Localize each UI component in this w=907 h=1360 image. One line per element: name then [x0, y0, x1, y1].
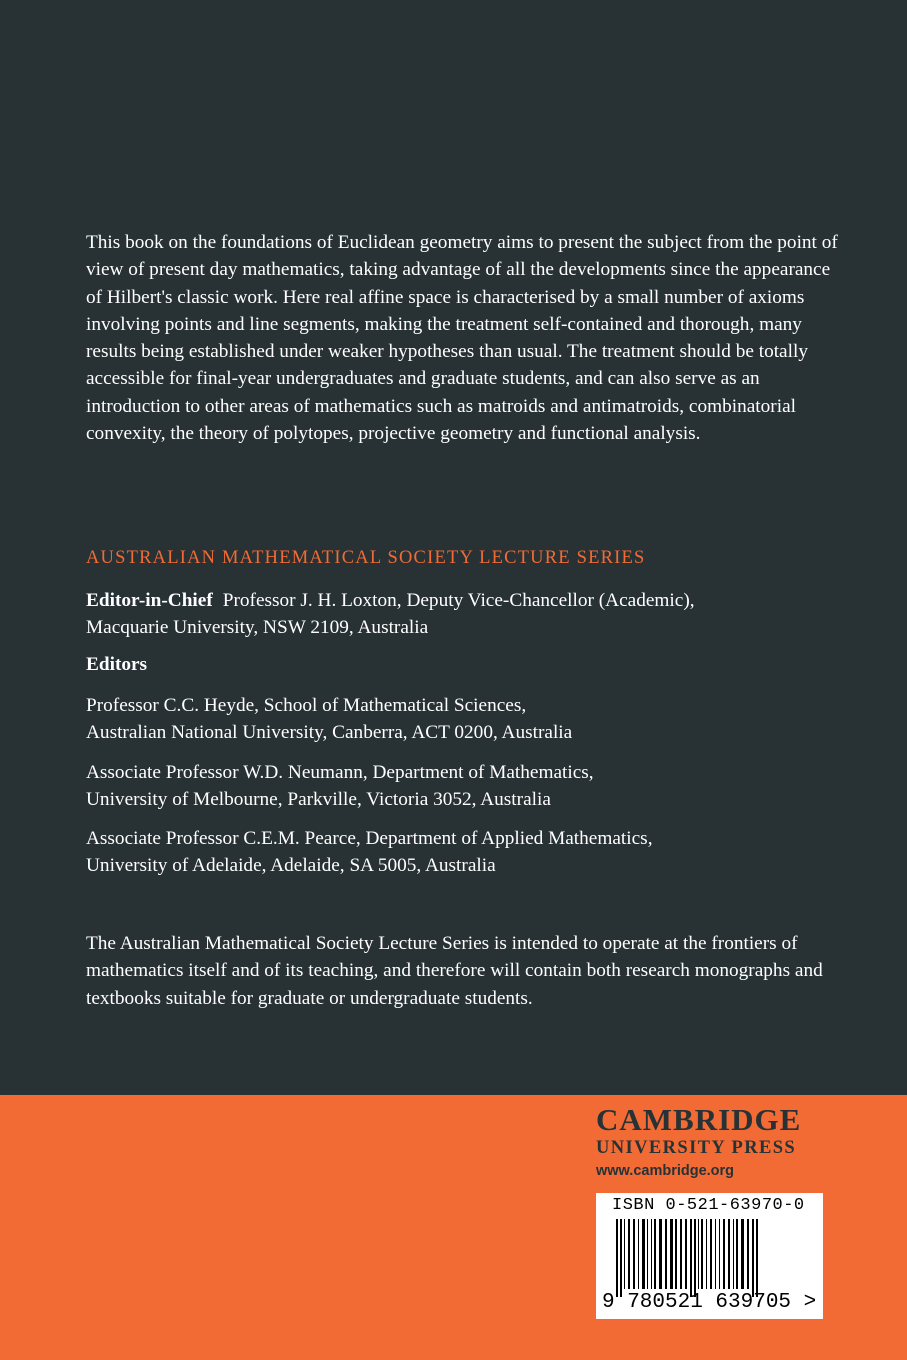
isbn-text: ISBN 0-521-63970-0	[612, 1196, 805, 1215]
editor-in-chief	[86, 587, 866, 641]
publisher-url: www.cambridge.org	[596, 1163, 735, 1179]
editor-entry	[86, 759, 866, 813]
book-description: This book on the foundations of Euclidean geometry aims to present the subject from the point of view of present day mathematics, taking advantage of all the developments since the appearance of Hilbert's classic work. Here real affine space is characterised by a small number of axioms involving points and line segments, making the treatment self-contained and thorough, many results being established under weaker hypotheses than usual. The treatment should be totally accessible for final-year undergraduates and graduate students, and can also serve as an introduction to other areas of mathematics such as matroids and antimatroids, combinatorial convexity, the theory of polytopes, projective geometry and functional analysis.	[86, 232, 838, 445]
editor-in-chief-line2: Macquarie University, NSW 2109, Australia	[86, 617, 429, 638]
editor-line1: Associate Professor W.D. Neumann, Department of Mathematics,	[86, 762, 594, 783]
editor-entry	[86, 825, 866, 879]
publisher-subtitle: UNIVERSITY PRESS	[596, 1138, 797, 1158]
editor-entry	[86, 692, 866, 746]
publisher-logo	[596, 1103, 826, 1181]
editor-in-chief-label: Editor-in-Chief	[86, 590, 213, 611]
series-description: The Australian Mathematical Society Lecture Series is intended to operate at the frontiers of mathematics itself and of its teaching, and therefore will contain both research monographs and textbooks suitable for graduate or undergraduate students.	[86, 933, 823, 1009]
editor-line2: Australian National University, Canberra, ACT 0200, Australia	[86, 722, 573, 743]
editor-in-chief-line1: Professor J. H. Loxton, Deputy Vice-Chancellor (Academic),	[222, 590, 695, 611]
editors-heading: Editors	[86, 654, 148, 675]
editor-line1: Professor C.C. Heyde, School of Mathematical Sciences,	[86, 695, 527, 716]
editor-line2: University of Adelaide, Adelaide, SA 5005, Australia	[86, 855, 496, 876]
barcode-panel	[596, 1193, 823, 1319]
editor-line2: University of Melbourne, Parkville, Victoria 3052, Australia	[86, 789, 551, 810]
editor-line1: Associate Professor C.E.M. Pearce, Department of Applied Mathematics,	[86, 828, 653, 849]
series-title: AUSTRALIAN MATHEMATICAL SOCIETY LECTURE SERIES	[86, 548, 646, 568]
ean-number: 9 780521 639705 >	[602, 1291, 817, 1314]
publisher-name: CAMBRIDGE	[596, 1102, 802, 1137]
